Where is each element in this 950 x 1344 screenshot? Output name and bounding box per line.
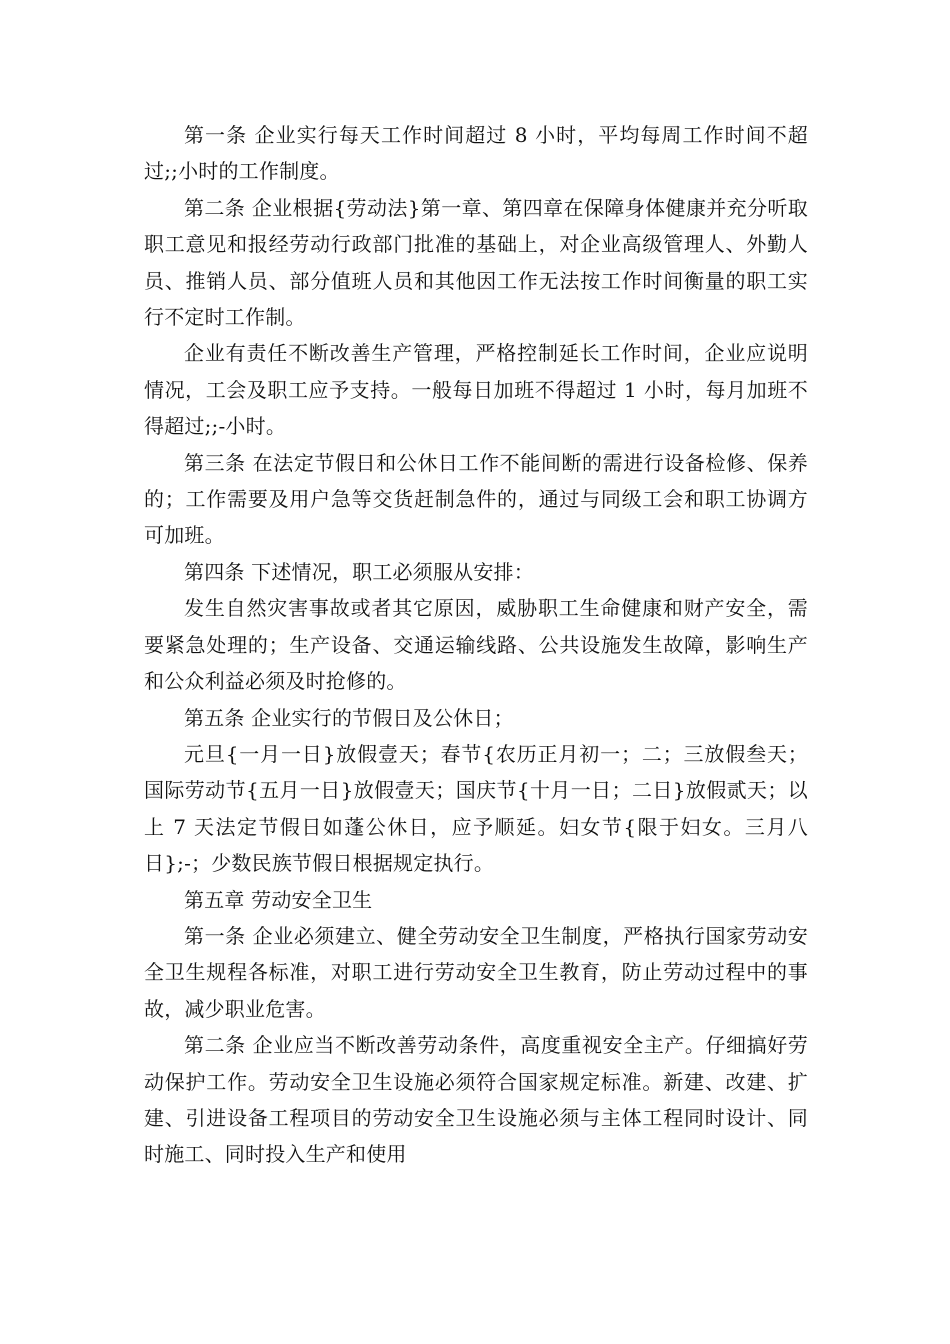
paragraph-5: 第四条 下述情况，职工必须服从安排： xyxy=(184,559,534,584)
paragraph-3: 企业有责任不断改善生产管理，严格控制延长工作时间，企业应说明情况，工会及职工应予支持。一般每日加班不得超过 1 小时，每月加班不得超过;;-小时。 xyxy=(144,341,808,439)
paragraph-11: 第二条 企业应当不断改善劳动条件，高度重视安全主产。仔细搞好劳动保护工作。劳动安全卫生设施必须符合国家规定标准。新建、改建、扩建、引进设备工程项目的劳动安全卫生设施必须与主体工程同时设计、同时施工、同时投入生产和使用 xyxy=(144,1033,808,1167)
paragraph-1: 第一条 企业实行每天工作时间超过 8 小时，平均每周工作时间不超过;;小时的工作制度。 xyxy=(144,123,808,184)
chapter-heading: 第五章 劳动安全卫生 xyxy=(184,887,373,912)
paragraph-4: 第三条 在法定节假日和公休日工作不能间断的需进行设备检修、保养的；工作需要及用户急等交货赶制急件的，通过与同级工会和职工协调方可加班。 xyxy=(144,450,808,548)
document-body xyxy=(144,117,808,1173)
paragraph-10: 第一条 企业必须建立、健全劳动安全卫生制度，严格执行国家劳动安全卫生规程各标准，对职工进行劳动安全卫生教育，防止劳动过程中的事故，减少职业危害。 xyxy=(144,923,808,1021)
paragraph-2: 第二条 企业根据{劳动法}第一章、第四章在保障身体健康并充分听取职工意见和报经劳动行政部门批准的基础上，对企业高级管理人、外勤人员、推销人员、部分值班人员和其他因工作无法按工作时间衡量的职工实行不定时工作制。 xyxy=(144,195,808,330)
paragraph-6: 发生自然灾害事故或者其它原因，威胁职工生命健康和财产安全，需要紧急处理的；生产设备、交通运输线路、公共设施发生故障，影响生产和公众利益必须及时抢修的。 xyxy=(144,596,808,694)
paragraph-7: 第五条 企业实行的节假日及公休日； xyxy=(184,705,514,730)
paragraph-8: 元旦{一月一日}放假壹天；春节{农历正月初一；二；三放假叁天；国际劳动节{五月一日}放假壹天；国庆节{十月一日；二日}放假贰天；以上 7 天法定节假日如蓬公休日，应予顺延。妇女节{限于妇女。三月八日};-；少数民族节假日根据规定执行。 xyxy=(144,741,808,876)
